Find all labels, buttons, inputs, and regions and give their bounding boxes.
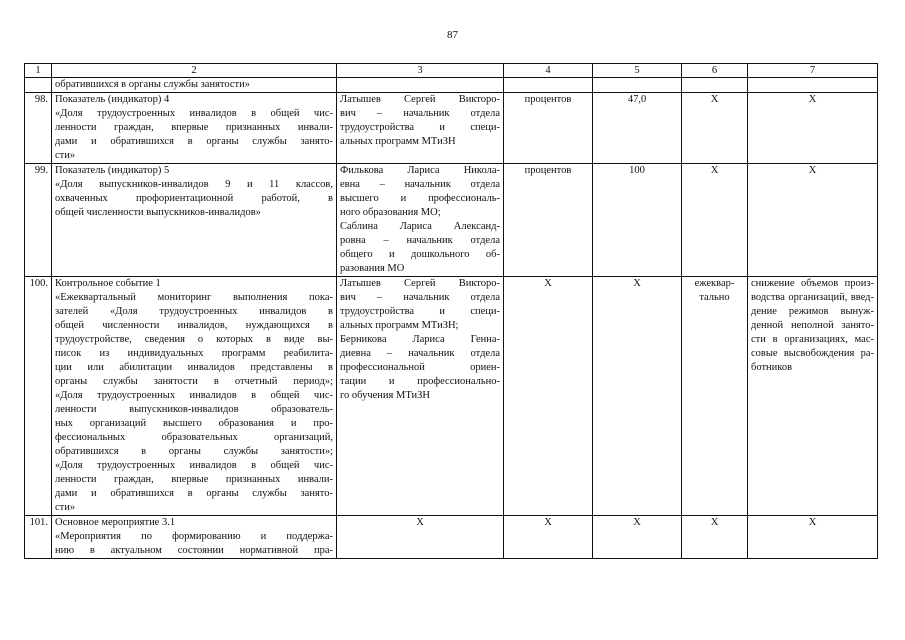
risks-line: сти в организациях, мас- [751,334,874,345]
description-line: Показатель (индикатор) 5 [55,165,170,176]
column-header-1: 1 [25,64,52,78]
description-line: общей численности инвалидов, нуждающихся в [55,320,333,331]
responsible-line: го обучения МТиЗН [340,390,430,401]
table-row-98 [25,93,878,164]
responsible-line: Латышев Сергей Викторо- [340,278,500,289]
responsible-line: трудоустройства и специ- [340,122,500,133]
column-header-5: 5 [593,64,682,78]
description-line: охваченных профориентационной работой, в [55,193,333,204]
risks-line: водства организаций, введ- [751,292,874,303]
risks-line: дение режимов вынуж- [751,306,874,317]
description-line: фессиональных образовательных организаций, [55,432,333,443]
continuation-cell-7 [748,78,878,93]
plan-table [24,63,878,559]
row-period: X [682,93,748,164]
continuation-cell-6 [682,78,748,93]
responsible-line: альных программ МТиЗН; [340,320,459,331]
row-responsible [337,93,504,164]
description-line: сти» [55,150,76,161]
responsible-line: профессиональной ориен- [340,362,500,373]
responsible-line: общего и дошкольного об- [340,249,500,260]
row-description [52,277,337,516]
row-period: X [682,516,748,559]
description-line: общей численности выпускников-инвалидов» [55,207,261,218]
description-line: органы службы занятости в отчетный период»; [55,376,333,387]
responsible-line: Саблина Лариса Александ- [340,221,500,232]
row-value: X [593,516,682,559]
table-row-99 [25,164,878,277]
row-risks: X [748,164,878,277]
responsible-line: Филькова Лариса Никола- [340,165,500,176]
column-header-3: 3 [337,64,504,78]
column-header-4: 4 [504,64,593,78]
column-header-row [25,64,878,78]
row-number: 100. [25,277,52,516]
description-line: ленности граждан, впервые признанных инвали- [55,122,333,133]
column-header-2: 2 [52,64,337,78]
row-unit: процентов [504,93,593,164]
description-line: «Доля выпускников-инвалидов 9 и 11 классов, [55,179,333,190]
row-responsible [337,277,504,516]
description-line: обратившихся в органы службы занятости»; [55,446,333,457]
description-line: Контрольное событие 1 [55,278,161,289]
responsible-line: Латышев Сергей Викторо- [340,94,500,105]
description-line: сти» [55,502,76,513]
row-value: 47,0 [593,93,682,164]
row-unit: X [504,277,593,516]
risks-line: совые высвобождения ра- [751,348,874,359]
row-value: X [593,277,682,516]
page-number: 87 [447,29,458,41]
row-risks: X [748,93,878,164]
responsible-line: тации и профессионально- [340,376,500,387]
row-unit: процентов [504,164,593,277]
continuation-no-cell [25,78,52,93]
row-responsible: X [337,516,504,559]
description-line: Основное мероприятие 3.1 [55,517,176,528]
risks-line: ботников [751,362,793,373]
description-line: «Доля трудоустроенных инвалидов в общей чис- [55,460,333,471]
continuation-cell-5 [593,78,682,93]
row-description [52,93,337,164]
description-line: «Доля трудоустроенных инвалидов в общей чис- [55,390,333,401]
continuation-row [25,78,878,93]
responsible-line: вич – начальник отдела [340,292,500,303]
row-unit: X [504,516,593,559]
row-number: 98. [25,93,52,164]
responsible-line: трудоустройства и специ- [340,306,500,317]
row-risks [748,277,878,516]
row-number: 101. [25,516,52,559]
responsible-line: диевна – начальник отдела [340,348,500,359]
description-line: ленности граждан, впервые признанных инвали- [55,474,333,485]
description-line: ленности выпускников-инвалидов образователь- [55,404,333,415]
responsible-line: ного образования МО; [340,207,441,218]
responsible-line: высшего и профессиональ- [340,193,500,204]
responsible-line: альных программ МТиЗН [340,136,456,147]
responsible-line: Берникова Лариса Генна- [340,334,500,345]
description-line: «Мероприятия по формированию и поддержа- [55,531,333,542]
row-number: 99. [25,164,52,277]
description-line: «Доля трудоустроенных инвалидов в общей чис- [55,108,333,119]
responsible-line: разования МО [340,263,405,274]
column-header-7: 7 [748,64,878,78]
description-line: дами и обратившихся в органы службы занято- [55,136,333,147]
description-line: ции или абилитации инвалидов представлены в [55,362,333,373]
description-line: Показатель (индикатор) 4 [55,94,170,105]
description-line: ных организаций высшего образования и про- [55,418,333,429]
row-description [52,516,337,559]
description-line: нию в актуальном состоянии нормативной пра- [55,545,333,556]
description-line: писок из индивидуальных программ реабилита- [55,348,333,359]
description-line: зателей «Доля трудоустроенных инвалидов в [55,306,333,317]
table-row-100 [25,277,878,516]
responsible-line: евна – начальник отдела [340,179,500,190]
continuation-description: обратившихся в органы службы занятости» [52,78,337,93]
period-line: ежеквар- [694,278,735,289]
risks-line: денной неполной занято- [751,320,874,331]
period-line: тально [699,292,730,303]
row-value: 100 [593,164,682,277]
row-description [52,164,337,277]
risks-line: снижение объемов произ- [751,278,874,289]
responsible-line: вич – начальник отдела [340,108,500,119]
row-period [682,277,748,516]
description-line: «Ежеквартальный мониторинг выполнения пока- [55,292,333,303]
continuation-cell-4 [504,78,593,93]
table-row-101 [25,516,878,559]
row-responsible [337,164,504,277]
responsible-line: ровна – начальник отдела [340,235,500,246]
description-line: трудоустройстве, сведения о которых в виде вы- [55,334,333,345]
description-line: дами и обратившихся в органы службы занято- [55,488,333,499]
column-header-6: 6 [682,64,748,78]
row-period: X [682,164,748,277]
row-risks: X [748,516,878,559]
continuation-cell-3 [337,78,504,93]
